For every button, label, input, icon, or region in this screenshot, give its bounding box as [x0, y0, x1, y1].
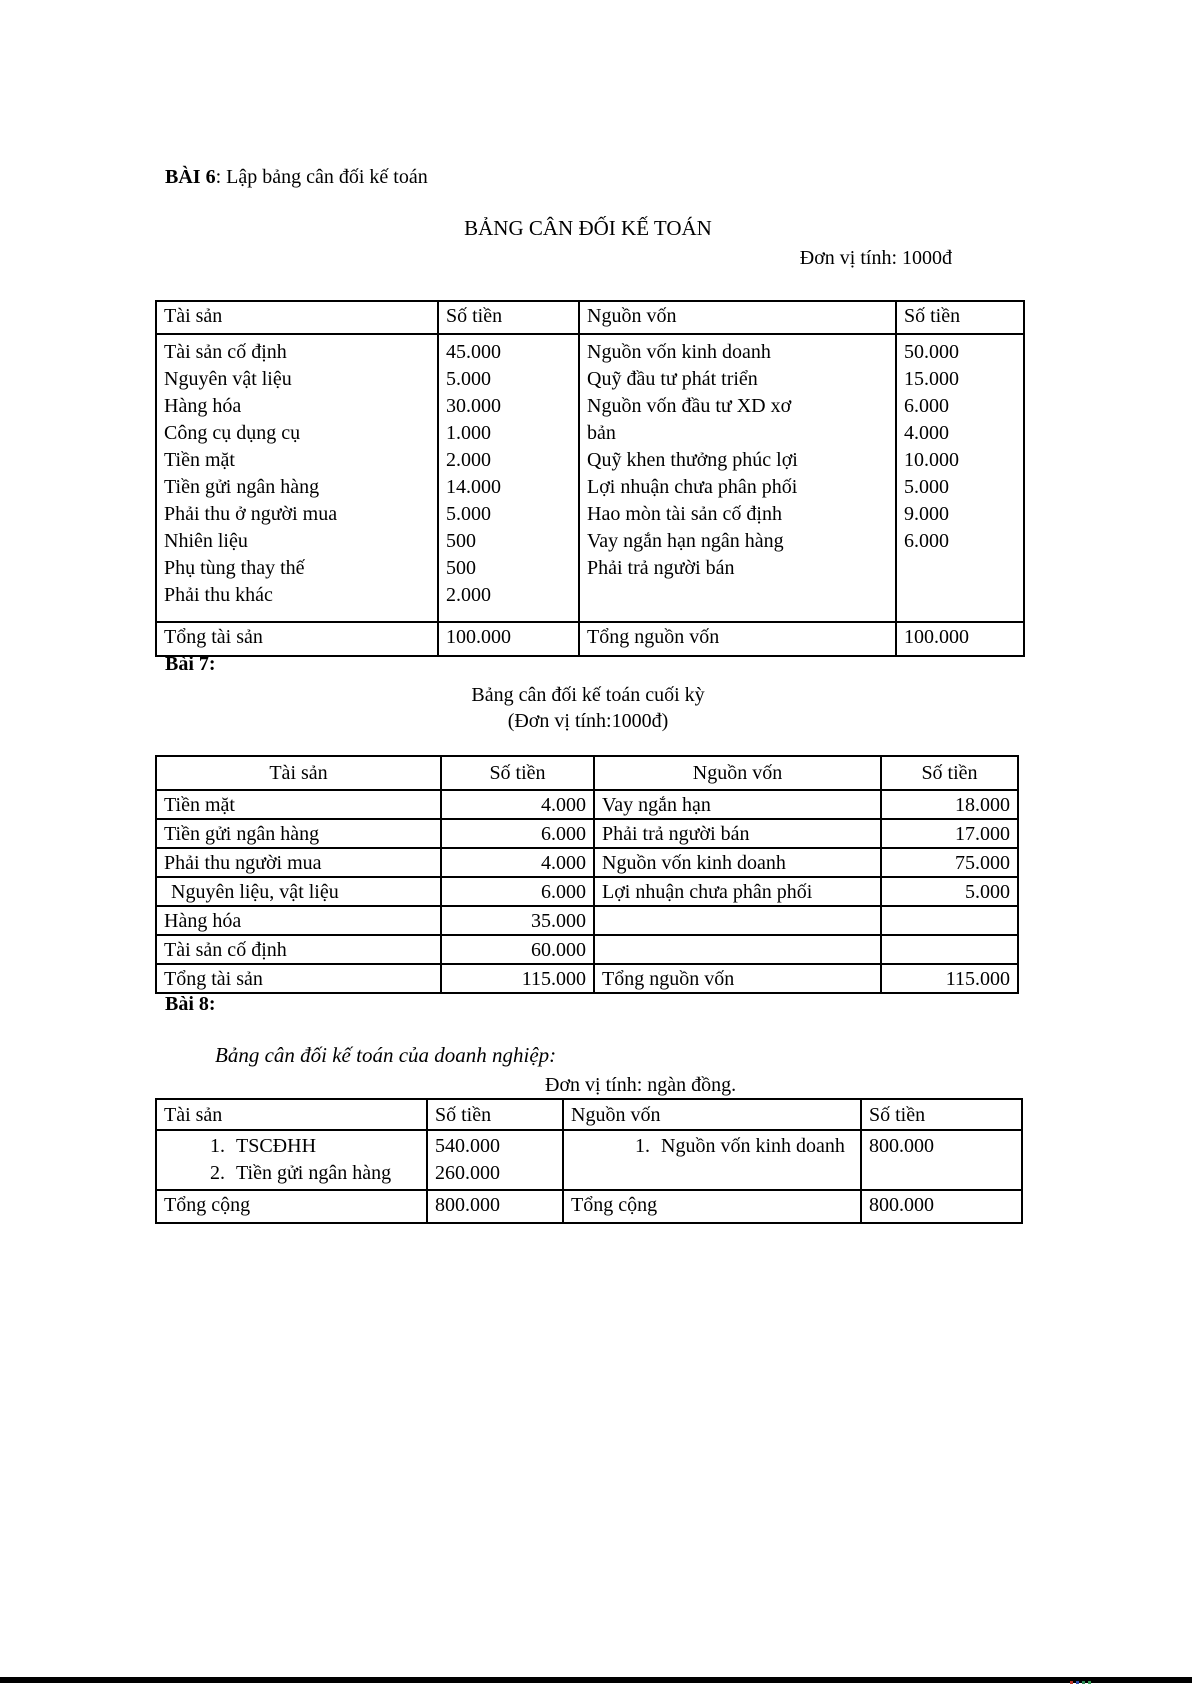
scan-noise-dot — [1082, 1681, 1085, 1684]
table3-total-capital-label: Tổng cộng — [563, 1190, 861, 1223]
table2-row — [156, 935, 1018, 964]
capital-amount — [881, 906, 1018, 935]
asset-label: Tiền mặt — [156, 790, 441, 819]
table3-asset-amounts-cell — [427, 1130, 563, 1190]
table2-row — [156, 848, 1018, 877]
capital-item — [571, 1133, 853, 1160]
balance-sheet-2-title: Bảng cân đối kế toán cuối kỳ — [471, 684, 705, 706]
amount-line: 9.000 — [904, 503, 949, 525]
capital-line: Quỹ khen thưởng phúc lợi — [587, 449, 798, 471]
amount-line: 14.000 — [446, 476, 501, 498]
table2-row — [156, 819, 1018, 848]
item-number: 2. — [210, 1162, 225, 1184]
capital-amount — [881, 935, 1018, 964]
item-label: TSCĐHH — [236, 1135, 317, 1157]
asset-label: Nguyên liệu, vật liệu — [156, 877, 441, 906]
amount-line: 4.000 — [904, 422, 949, 444]
scan-edge-bar — [0, 1677, 1192, 1683]
table1-header-assets: Tài sản — [156, 301, 438, 334]
amount-line: 45.000 — [446, 341, 501, 363]
table1-header-amount-2: Số tiền — [896, 301, 1024, 334]
exercise-6-text: : Lập bảng cân đối kế toán — [215, 166, 428, 188]
asset-line: Tiền gửi ngân hàng — [164, 476, 320, 498]
table3-assets-cell — [156, 1130, 427, 1190]
balance-sheet-3-table — [155, 1098, 1023, 1224]
asset-line: Phải thu ở người mua — [164, 503, 338, 525]
capital-line: Lợi nhuận chưa phân phối — [587, 476, 798, 498]
table1-assets-cell — [156, 334, 438, 622]
amount-line: 6.000 — [904, 395, 949, 417]
amount-line: 50.000 — [904, 341, 959, 363]
amount-line: 500 — [446, 530, 476, 552]
capital-amount: 17.000 — [881, 819, 1018, 848]
table2-total-capital-label: Tổng nguồn vốn — [594, 964, 881, 993]
capital-line: bản — [587, 422, 616, 444]
balance-sheet-1-unit: Đơn vị tính: 1000đ — [799, 247, 952, 269]
table2-row — [156, 906, 1018, 935]
asset-label: Phải thu người mua — [156, 848, 441, 877]
capital-label: Nguồn vốn kinh doanh — [594, 848, 881, 877]
item-label: Tiền gửi ngân hàng — [236, 1162, 392, 1184]
capital-line: Hao mòn tài sản cố định — [587, 503, 782, 525]
amount-line: 10.000 — [904, 449, 959, 471]
capital-line: Vay ngắn hạn ngân hàng — [587, 530, 784, 552]
table1-body-row — [156, 334, 1024, 622]
asset-line: Nhiên liệu — [164, 530, 248, 552]
asset-line: Nguyên vật liệu — [164, 368, 292, 390]
asset-line: Phụ tùng thay thế — [164, 557, 305, 579]
capital-label — [594, 935, 881, 964]
amount-line: 2.000 — [446, 584, 491, 606]
table2-row — [156, 790, 1018, 819]
table1-header-capital: Nguồn vốn — [579, 301, 896, 334]
table2-total-capital-amount: 115.000 — [881, 964, 1018, 993]
amount-line: 5.000 — [446, 503, 491, 525]
table1-header-row — [156, 301, 1024, 334]
asset-item — [164, 1160, 419, 1187]
asset-line: Tài sản cố định — [164, 341, 287, 363]
item-number: 1. — [635, 1135, 650, 1157]
balance-sheet-2-unit: (Đơn vị tính:1000đ) — [507, 710, 669, 732]
table3-header-assets: Tài sản — [156, 1099, 427, 1130]
item-label: Nguồn vốn kinh doanh — [661, 1135, 845, 1157]
table2-header-row — [156, 756, 1018, 790]
table3-total-assets-label: Tổng cộng — [156, 1190, 427, 1223]
asset-amount: 35.000 — [441, 906, 594, 935]
table1-total-assets-amount: 100.000 — [438, 622, 579, 656]
table1-total-capital-amount: 100.000 — [896, 622, 1024, 656]
table1-asset-amounts-cell — [438, 334, 579, 622]
asset-line: Phải thu khác — [164, 584, 273, 606]
capital-label: Vay ngắn hạn — [594, 790, 881, 819]
amount-line: 5.000 — [904, 476, 949, 498]
capital-label — [594, 906, 881, 935]
exercise-6-heading — [165, 166, 428, 189]
asset-label: Hàng hóa — [156, 906, 441, 935]
asset-line: Hàng hóa — [164, 395, 242, 417]
table1-total-assets-label: Tổng tài sản — [156, 622, 438, 656]
amount-line: 500 — [446, 557, 476, 579]
table2-total-assets-amount: 115.000 — [441, 964, 594, 993]
asset-label: Tiền gửi ngân hàng — [156, 819, 441, 848]
table3-total-assets-amount: 800.000 — [427, 1190, 563, 1223]
table1-total-row — [156, 622, 1024, 656]
amount-line: 2.000 — [446, 449, 491, 471]
capital-amount: 5.000 — [881, 877, 1018, 906]
capital-line: Phải trả người bán — [587, 557, 735, 579]
exercise-6-label: BÀI 6 — [165, 166, 216, 188]
exercise-8-heading: Bài 8: — [165, 993, 216, 1015]
balance-sheet-3-title: Bảng cân đối kế toán của doanh nghiệp: — [215, 1043, 557, 1067]
table3-header-amount-1: Số tiền — [427, 1099, 563, 1130]
asset-amount: 6.000 — [441, 877, 594, 906]
table1-capital-cell — [579, 334, 896, 622]
amount-line: 1.000 — [446, 422, 491, 444]
asset-amount: 4.000 — [441, 848, 594, 877]
balance-sheet-1-table — [155, 300, 1025, 657]
table3-header-amount-2: Số tiền — [861, 1099, 1022, 1130]
asset-amount: 60.000 — [441, 935, 594, 964]
amount-line: 800.000 — [869, 1135, 934, 1157]
amount-line: 260.000 — [435, 1162, 500, 1184]
asset-item — [164, 1133, 419, 1160]
table2-total-row — [156, 964, 1018, 993]
amount-line: 15.000 — [904, 368, 959, 390]
balance-sheet-1-title: BẢNG CÂN ĐỐI KẾ TOÁN — [464, 216, 712, 240]
balance-sheet-2-table — [155, 755, 1019, 994]
asset-label: Tài sản cố định — [156, 935, 441, 964]
table2-header-amount-2: Số tiền — [881, 756, 1018, 790]
table2-total-assets-label: Tổng tài sản — [156, 964, 441, 993]
capital-line: Quỹ đầu tư phát triển — [587, 368, 758, 390]
capital-amount: 75.000 — [881, 848, 1018, 877]
table2-header-assets: Tài sản — [156, 756, 441, 790]
table2-header-capital: Nguồn vốn — [594, 756, 881, 790]
amount-line: 30.000 — [446, 395, 501, 417]
scan-noise-dot — [1076, 1681, 1079, 1684]
table3-total-row — [156, 1190, 1022, 1223]
asset-amount: 6.000 — [441, 819, 594, 848]
amount-line: 5.000 — [446, 368, 491, 390]
capital-line: Nguồn vốn kinh doanh — [587, 341, 771, 363]
exercise-7-heading: Bài 7: — [165, 653, 216, 675]
scan-noise-dot — [1088, 1681, 1091, 1684]
table1-capital-amounts-cell — [896, 334, 1024, 622]
item-number: 1. — [210, 1135, 225, 1157]
table2-header-amount-1: Số tiền — [441, 756, 594, 790]
table3-header-capital: Nguồn vốn — [563, 1099, 861, 1130]
balance-sheet-3-unit: Đơn vị tính: ngàn đồng. — [545, 1074, 737, 1096]
capital-label: Phải trả người bán — [594, 819, 881, 848]
table3-body-row — [156, 1130, 1022, 1190]
table2-row — [156, 877, 1018, 906]
scan-noise-dot — [1070, 1681, 1073, 1684]
asset-line: Công cụ dụng cụ — [164, 422, 301, 444]
capital-amount: 18.000 — [881, 790, 1018, 819]
capital-line: Nguồn vốn đầu tư XD xơ — [587, 395, 792, 417]
amount-line: 540.000 — [435, 1135, 500, 1157]
table3-capital-amounts-cell — [861, 1130, 1022, 1190]
amount-line: 6.000 — [904, 530, 949, 552]
table3-header-row — [156, 1099, 1022, 1130]
table3-total-capital-amount: 800.000 — [861, 1190, 1022, 1223]
asset-amount: 4.000 — [441, 790, 594, 819]
table3-capital-cell — [563, 1130, 861, 1190]
asset-line: Tiền mặt — [164, 449, 235, 471]
table1-total-capital-label: Tổng nguồn vốn — [579, 622, 896, 656]
capital-label: Lợi nhuận chưa phân phối — [594, 877, 881, 906]
table1-header-amount-1: Số tiền — [438, 301, 579, 334]
